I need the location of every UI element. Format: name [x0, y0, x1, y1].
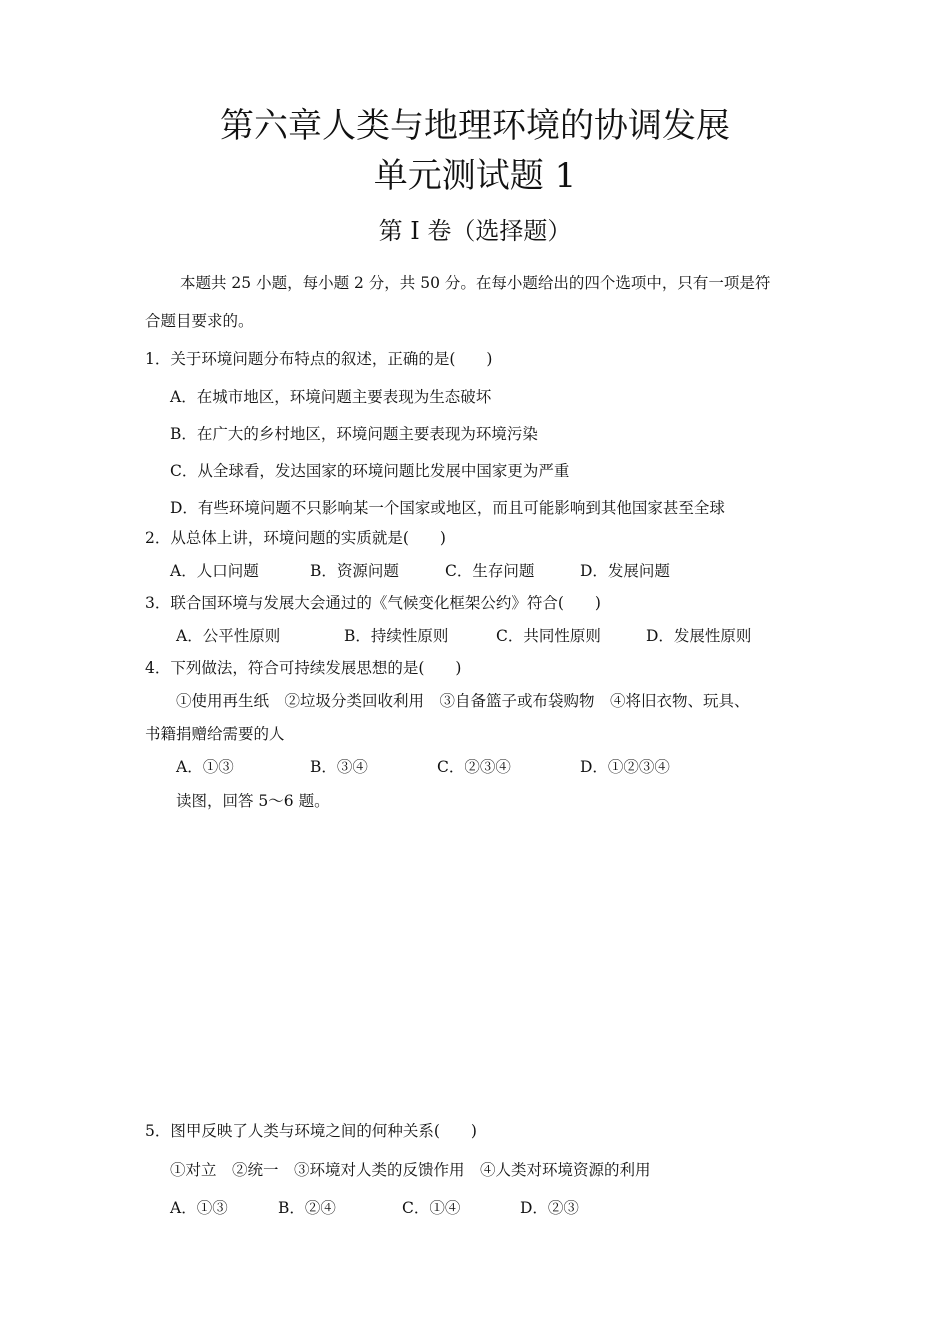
question-4-option-b: B．③④: [310, 758, 368, 776]
question-1-option-b: B．在广大的乡村地区，环境问题主要表现为环境污染: [170, 425, 538, 443]
question-4-sub-line-2: 书籍捐赠给需要的人: [145, 725, 285, 743]
question-4-stem: 4．下列做法，符合可持续发展思想的是( ): [145, 659, 462, 677]
question-3-option-a: A．公平性原则: [176, 627, 281, 645]
question-5-option-a: A．①③: [170, 1199, 228, 1217]
question-5-stem: 5．图甲反映了人类与环境之间的何种关系( ): [145, 1122, 477, 1140]
question-4-option-d: D．①②③④: [580, 758, 670, 776]
intro-line-2: 合题目要求的。: [145, 312, 254, 330]
question-5-sub: ①对立 ②统一 ③环境对人类的反馈作用 ④人类对环境资源的利用: [170, 1161, 651, 1179]
question-1-option-c: C．从全球看，发达国家的环境问题比发展中国家更为严重: [170, 462, 570, 480]
document-subtitle: 单元测试题 1: [373, 156, 577, 196]
question-1-stem: 1．关于环境问题分布特点的叙述，正确的是( ): [145, 350, 493, 368]
figure-placeholder: [145, 830, 805, 1100]
question-2-option-a: A．人口问题: [170, 562, 259, 580]
question-5-option-d: D．②③: [520, 1199, 579, 1217]
question-4-option-c: C．②③④: [437, 758, 511, 776]
question-3-option-c: C．共同性原则: [496, 627, 601, 645]
question-3-option-d: D．发展性原则: [646, 627, 752, 645]
question-3-stem: 3．联合国环境与发展大会通过的《气候变化框架公约》符合( ): [145, 594, 601, 612]
question-1-option-d: D．有些环境问题不只影响某一个国家或地区，而且可能影响到其他国家甚至全球: [170, 499, 725, 517]
intro-line-1: 本题共 25 小题，每小题 2 分，共 50 分。在每小题给出的四个选项中，只有一项是符: [180, 274, 771, 292]
question-2-option-d: D．发展问题: [580, 562, 670, 580]
section-heading: 第 I 卷（选择题）: [378, 217, 572, 245]
read-figure-instruction: 读图，回答 5～6 题。: [176, 792, 330, 810]
question-2-option-c: C．生存问题: [445, 562, 535, 580]
question-5-option-b: B．②④: [278, 1199, 336, 1217]
document-title: 第六章人类与地理环境的协调发展: [220, 106, 730, 146]
question-4-sub-line-1: ①使用再生纸 ②垃圾分类回收利用 ③自备篮子或布袋购物 ④将旧衣物、玩具、: [176, 692, 750, 710]
question-2-option-b: B．资源问题: [310, 562, 399, 580]
question-3-option-b: B．持续性原则: [344, 627, 449, 645]
question-1-option-a: A．在城市地区，环境问题主要表现为生态破坏: [170, 388, 492, 406]
question-4-option-a: A．①③: [176, 758, 234, 776]
question-5-option-c: C．①④: [402, 1199, 461, 1217]
question-2-stem: 2．从总体上讲，环境问题的实质就是( ): [145, 529, 446, 547]
